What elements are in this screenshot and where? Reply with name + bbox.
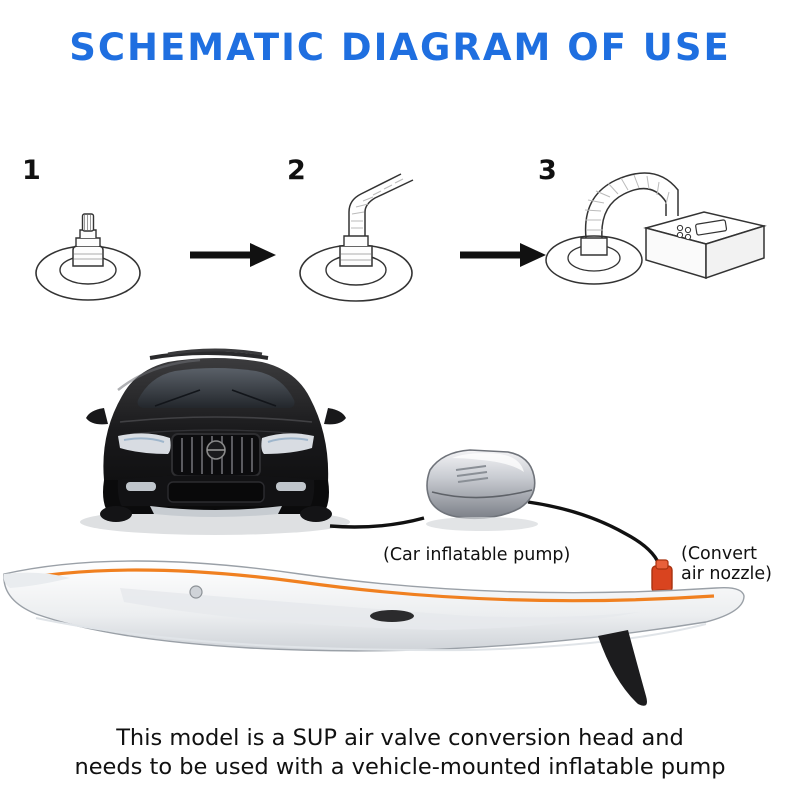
steps-row — [0, 140, 800, 320]
caption-convert-air-nozzle — [681, 545, 800, 584]
scene-svg — [0, 330, 800, 720]
step-2-number: 2 — [287, 155, 306, 186]
bottom-note-line2: needs to be used with a vehicle-mounted inflatable pump — [74, 753, 726, 780]
step-3-number: 3 — [538, 155, 557, 186]
sup-board-illustration — [4, 561, 744, 706]
step-1-illustration — [18, 188, 158, 313]
caption-convert-air-nozzle-line2: air nozzle) — [681, 563, 772, 584]
caption-convert-air-nozzle-line1: (Convert — [681, 544, 758, 564]
caption-car-inflatable-pump: (Car inflatable pump) — [383, 545, 571, 565]
arrow-step-1-to-2 — [188, 240, 278, 270]
page-title: SCHEMATIC DIAGRAM OF USE — [69, 26, 731, 69]
step-1-number: 1 — [22, 155, 41, 186]
car-inflatable-pump-illustration — [426, 450, 538, 531]
bottom-note — [0, 724, 800, 782]
bottom-note-line1: This model is a SUP air valve conversion head and — [116, 725, 684, 751]
step-3-illustration — [528, 150, 793, 313]
car-pump-board-scene — [0, 330, 800, 720]
step-2-illustration — [283, 150, 438, 313]
car-illustration — [80, 350, 350, 535]
